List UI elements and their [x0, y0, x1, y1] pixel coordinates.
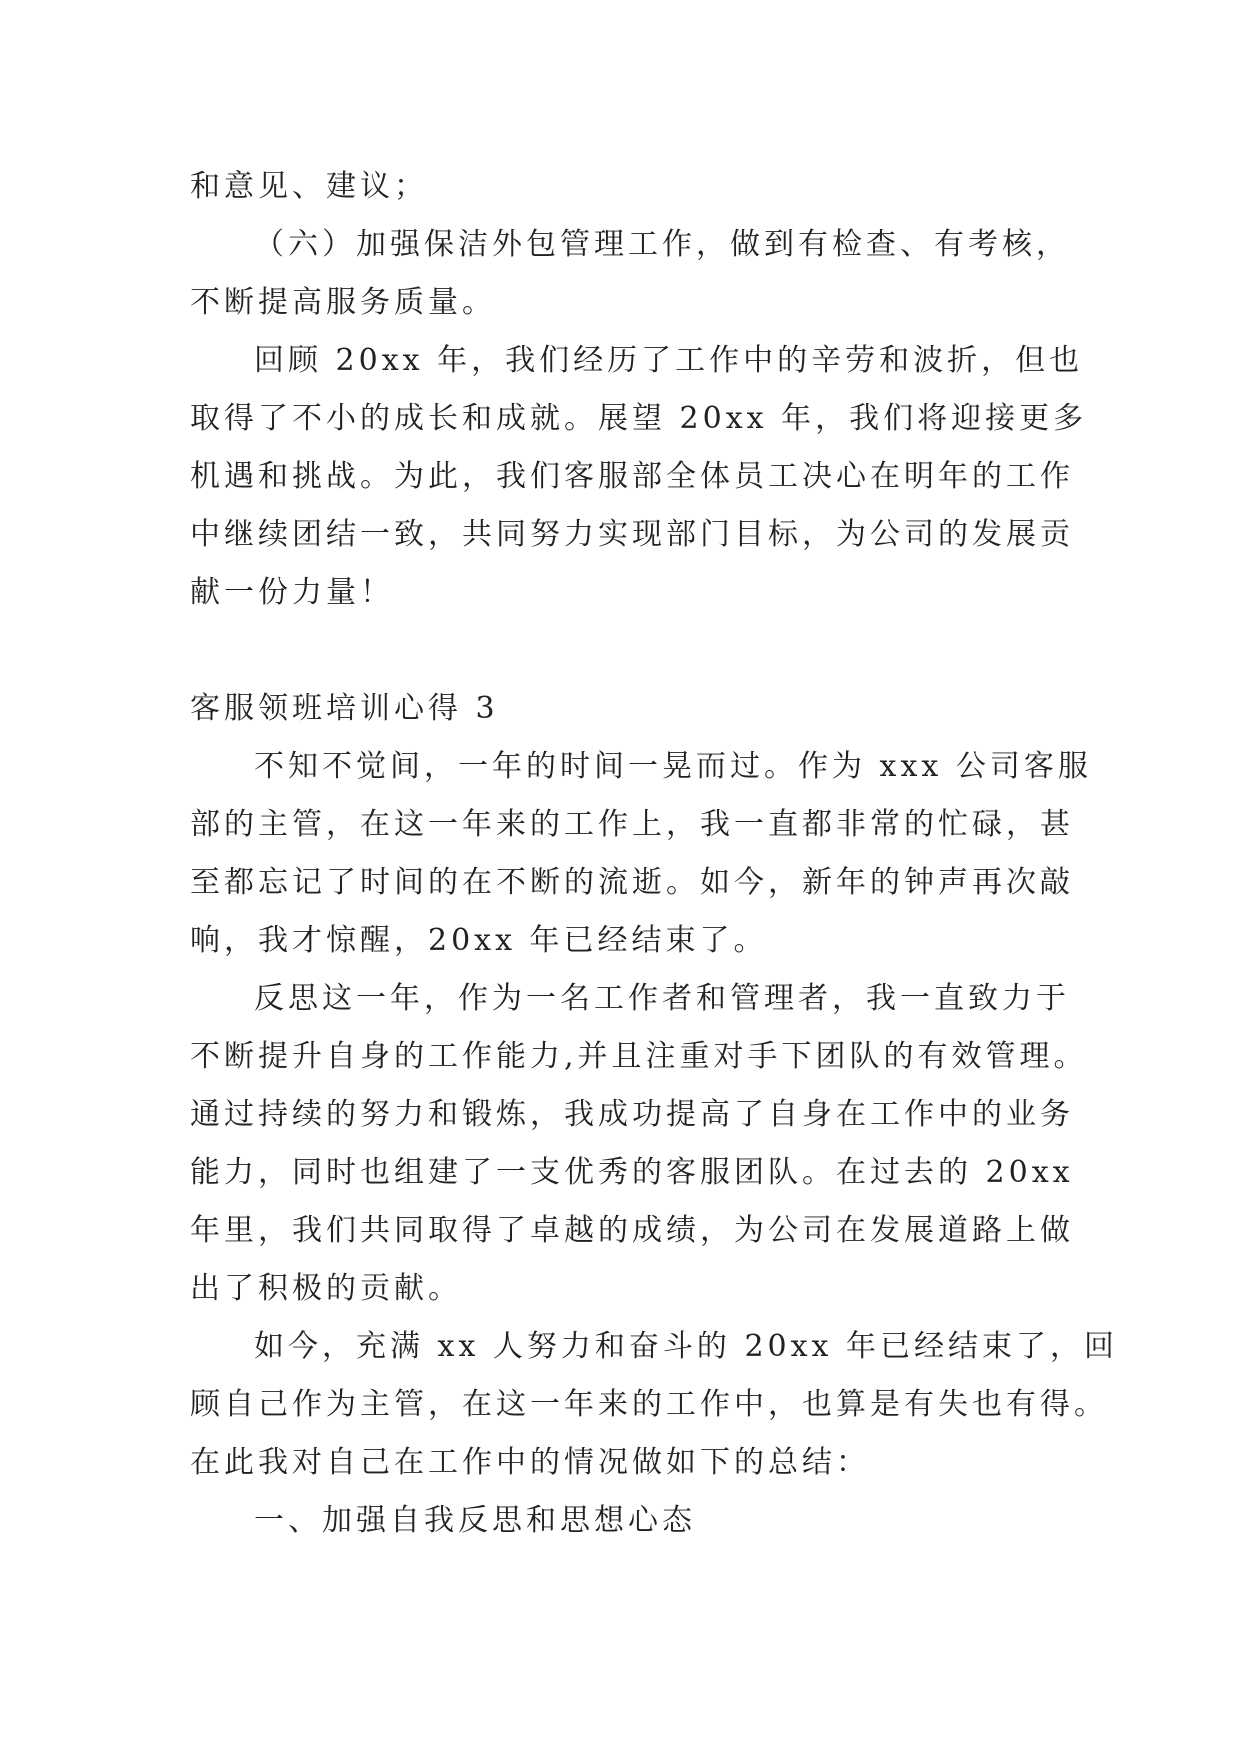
paragraph-line: 回顾 20xx 年，我们经历了工作中的辛劳和波折，但也	[254, 343, 1084, 378]
paragraph-line: 年里，我们共同取得了卓越的成绩，为公司在发展道路上做	[190, 1213, 1074, 1248]
paragraph-line: 出了积极的贡献。	[190, 1271, 462, 1306]
paragraph-line: 部的主管，在这一年来的工作上，我一直都非常的忙碌，甚	[190, 807, 1074, 842]
paragraph-line: 献一份力量！	[190, 575, 394, 610]
paragraph-line: 和意见、建议；	[190, 169, 428, 204]
paragraph-line: 通过持续的努力和锻炼，我成功提高了自身在工作中的业务	[190, 1097, 1074, 1132]
section-heading: 客服领班培训心得 3	[190, 691, 499, 726]
paragraph-line: 如今，充满 xx 人努力和奋斗的 20xx 年已经结束了，回	[254, 1329, 1118, 1364]
list-item-heading: 一、加强自我反思和思想心态	[254, 1503, 696, 1538]
paragraph-line: 取得了不小的成长和成就。展望 20xx 年，我们将迎接更多	[190, 401, 1088, 436]
paragraph-line: 在此我对自己在工作中的情况做如下的总结：	[190, 1445, 870, 1480]
paragraph-line: 不知不觉间，一年的时间一晃而过。作为 xxx 公司客服	[254, 749, 1092, 784]
paragraph-line: 能力，同时也组建了一支优秀的客服团队。在过去的 20xx	[190, 1155, 1074, 1190]
document-body	[190, 158, 1118, 1550]
paragraph-line: 反思这一年，作为一名工作者和管理者，我一直致力于	[254, 981, 1070, 1016]
paragraph-line: （六）加强保洁外包管理工作，做到有检查、有考核，	[254, 227, 1070, 262]
paragraph-line: 中继续团结一致，共同努力实现部门目标，为公司的发展贡	[190, 517, 1074, 552]
paragraph-line: 不断提高服务质量。	[190, 285, 496, 320]
paragraph-line: 顾自己作为主管，在这一年来的工作中，也算是有失也有得。	[190, 1387, 1108, 1422]
paragraph-line: 机遇和挑战。为此，我们客服部全体员工决心在明年的工作	[190, 459, 1074, 494]
paragraph-line: 不断提升自身的工作能力,并且注重对手下团队的有效管理。	[190, 1039, 1088, 1074]
paragraph-line: 至都忘记了时间的在不断的流逝。如今，新年的钟声再次敲	[190, 865, 1074, 900]
paragraph-line: 响，我才惊醒，20xx 年已经结束了。	[190, 923, 768, 958]
